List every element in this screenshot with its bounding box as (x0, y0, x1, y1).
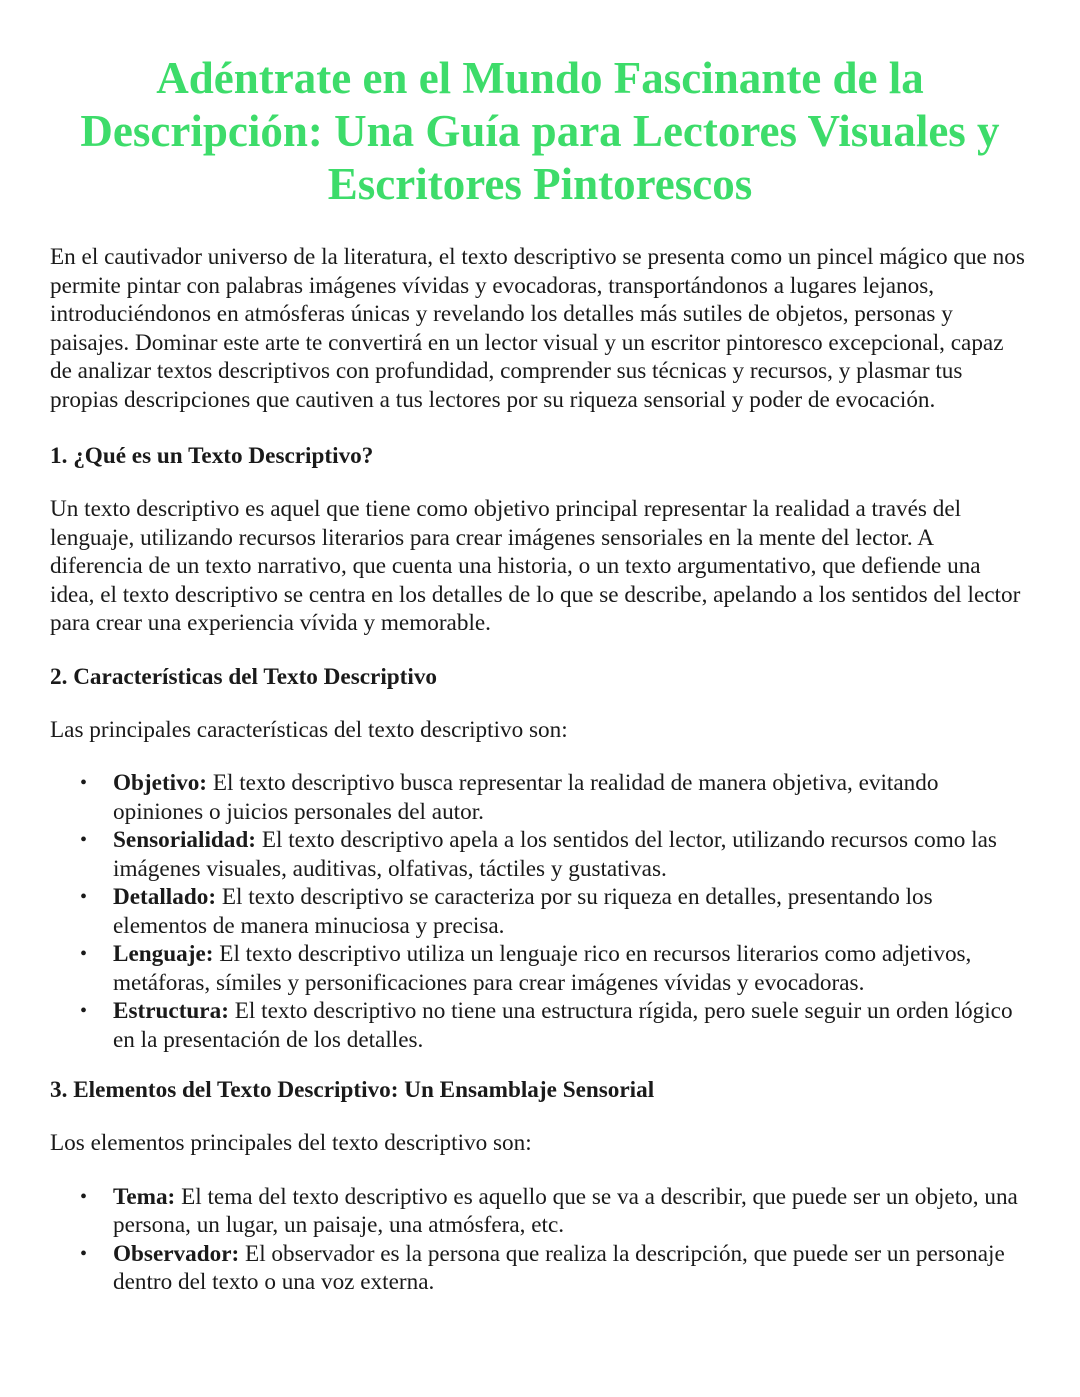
list-item-tema (80, 1183, 1030, 1240)
list-item-term: Detallado: (113, 884, 217, 910)
page-title (50, 52, 1030, 211)
title-line-1: Adéntrate en el Mundo Fascinante de la (156, 53, 924, 103)
list-item-text: El texto descriptivo apela a los sentidos del lector, utilizando recursos como las imágenes visuales, auditivas, olfativas, táctiles y gustativas. (113, 827, 997, 882)
list-item-text: El texto descriptivo busca representar la realidad de manera objetiva, evitando opiniones o juicios personales del autor. (113, 770, 939, 825)
list-item-text: El tema del texto descriptivo es aquello que se va a describir, que puede ser un objeto, una persona, un lugar, un paisaje, una atmósfera, etc. (113, 1183, 1018, 1238)
section-2-lead: Las principales características del texto descriptivo son: (50, 716, 568, 743)
bullet-icon: • (80, 886, 88, 908)
intro-paragraph: En el cautivador universo de la literatura, el texto descriptivo se presenta como un pincel mágico que nos permite pintar con palabras imágenes vívidas y evocadoras, transportándonos a lugares lejanos, introduciéndonos en atmósferas únicas y revelando los detalles más sutiles de objetos, personas y paisajes. Dominar este arte te convertirá en un lector visual y un escritor pintoresco excepcional, capaz de analizar textos descriptivos con profundidad, comprender sus técnicas y recursos, y plasmar tus propias descripciones que cautiven a tus lectores por su riqueza sensorial y poder de evocación. (50, 244, 1025, 413)
list-item-text: El texto descriptivo no tiene una estructura rígida, pero suele seguir un orden lógico en la presentación de los detalles. (113, 998, 1013, 1053)
title-line-3: Escritores Pintorescos (327, 159, 753, 209)
list-item-term: Objetivo: (113, 770, 208, 796)
list-item-term: Estructura: (113, 998, 229, 1024)
elements-list (50, 1183, 1030, 1297)
list-item-observador (80, 1240, 1030, 1297)
list-item-term: Tema: (113, 1183, 176, 1210)
characteristics-list (50, 769, 1030, 1054)
bullet-icon: • (80, 829, 88, 851)
list-item-text: El observador es la persona que realiza la descripción, que puede ser un personaje dentro del texto o una voz externa. (113, 1240, 1005, 1295)
bullet-icon: • (80, 772, 88, 794)
section-1-paragraph: Un texto descriptivo es aquel que tiene como objetivo principal representar la realidad a través del lenguaje, utilizando recursos literarios para crear imágenes sensoriales en la mente del lector. A diferencia de un texto narrativo, que cuenta una historia, o un texto argumentativo, que defiende una idea, el texto descriptivo se centra en los detalles de lo que se describe, apelando a los sentidos del lector para crear una experiencia vívida y memorable. (50, 496, 1021, 636)
bullet-icon: • (80, 1185, 88, 1208)
section-3-heading: 3. Elementos del Texto Descriptivo: Un Ensamblaje Sensorial (50, 1077, 655, 1103)
list-item-lenguaje (80, 940, 1030, 997)
list-item-term: Sensorialidad: (113, 827, 257, 853)
list-item-text: El texto descriptivo se caracteriza por su riqueza en detalles, presentando los elementos de manera minuciosa y precisa. (113, 884, 933, 939)
section-1-heading: 1. ¿Qué es un Texto Descriptivo? (50, 443, 374, 469)
title-line-2: Descripción: Una Guía para Lectores Visuales y (80, 106, 1000, 156)
list-item-term: Lenguaje: (113, 941, 214, 967)
list-item-sensorialidad (80, 826, 1030, 883)
list-item-detallado (80, 883, 1030, 940)
list-item-text: El texto descriptivo utiliza un lenguaje rico en recursos literarios como adjetivos, metáforas, símiles y personificaciones para crear imágenes vívidas y evocadoras. (113, 941, 972, 996)
list-item-term: Observador: (113, 1240, 240, 1267)
bullet-icon: • (80, 1000, 88, 1022)
bullet-icon: • (80, 1242, 88, 1265)
list-item-objetivo (80, 769, 1030, 826)
section-3-lead: Los elementos principales del texto descriptivo son: (50, 1130, 532, 1156)
bullet-icon: • (80, 943, 88, 965)
section-2-heading: 2. Características del Texto Descriptivo (50, 663, 438, 690)
list-item-estructura (80, 997, 1030, 1054)
